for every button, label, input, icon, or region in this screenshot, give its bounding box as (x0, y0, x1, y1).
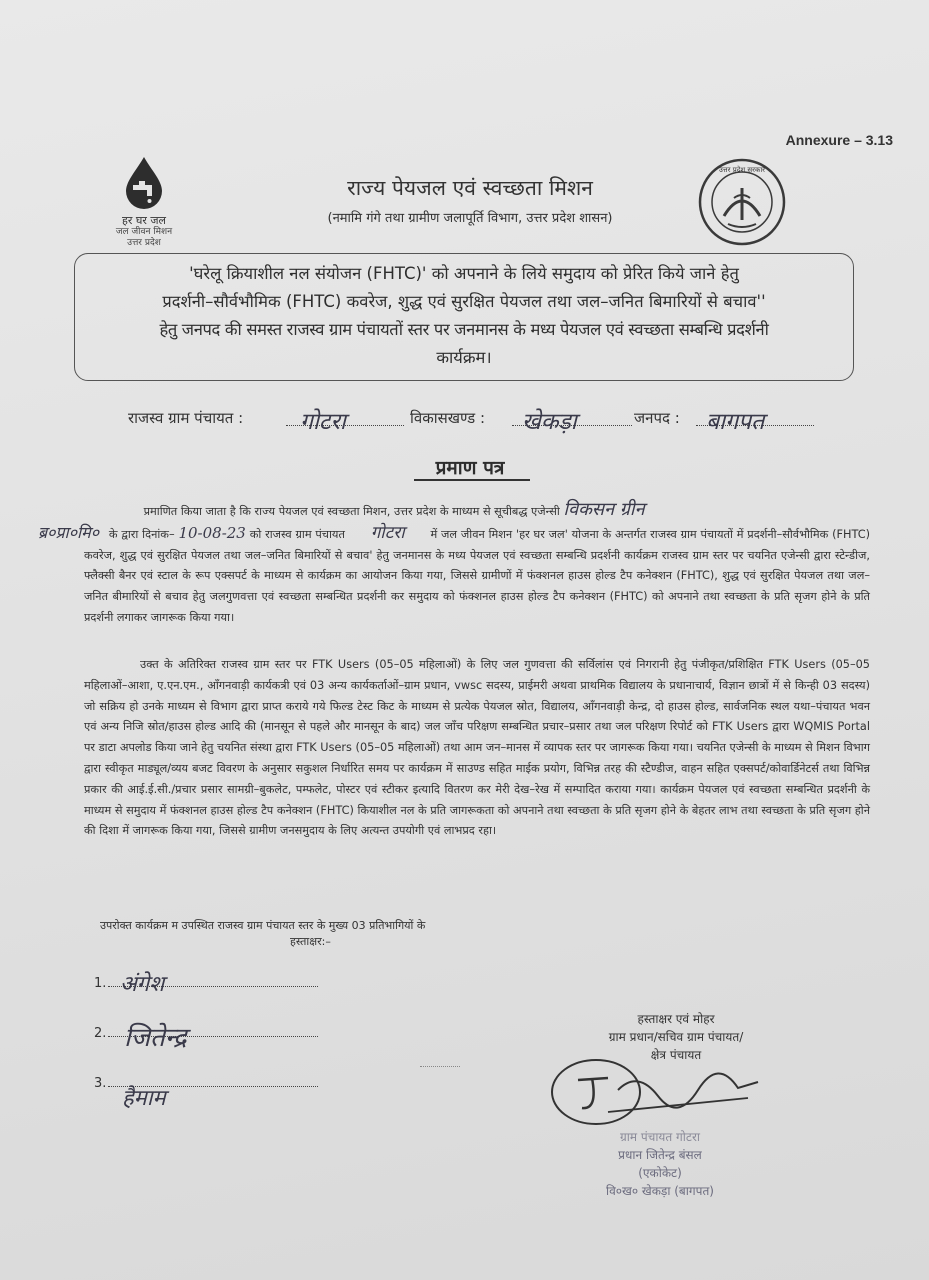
signature-number: 3. (94, 1076, 107, 1091)
program-date: 10-08-23 (178, 523, 246, 542)
participants-note-line1: उपरोक्त कार्यक्रम म उपस्थित राजस्व ग्राम पंचायत स्तर के मुख्य 03 प्रतिभागियों के (100, 919, 426, 932)
pradhan-stamp (560, 1128, 760, 1200)
location-fields (128, 404, 868, 438)
margin-note: ब्र०प्रा०मि० (38, 522, 100, 542)
gram-panchayat-label: राजस्व ग्राम पंचायत : (128, 409, 244, 427)
certificate-paragraph-2 (84, 655, 870, 842)
vikaskhand-value: खेकड़ा (522, 409, 577, 435)
signature-number: 2. (94, 1026, 107, 1041)
participant-signatures (94, 968, 334, 1118)
janpad-label: जनपद : (634, 409, 680, 427)
pradhan-signature (548, 1050, 768, 1130)
box-line-4: कार्यक्रम। (436, 348, 492, 367)
stamp-line2: प्रधान जितेन्द्र बंसल (618, 1148, 702, 1162)
signature-name: हैमाम (122, 1086, 166, 1111)
logo-line2: जल जीवन मिशन (115, 227, 173, 237)
program-box-text (84, 260, 844, 372)
stamp-line1: ग्राम पंचायत गोटरा (620, 1130, 700, 1144)
signature-item-1 (94, 968, 334, 1018)
para2-text: उक्त के अतिरिक्त राजस्व ग्राम स्तर पर FTK Users (05–05 महिलाओं) के लिए जल गुणवत्ता की सर्विलांस एवं निगरानी हेतु पंजीकृत/प्रशिक्षित FTK Users (05–05 महिलाओं–आशा, ए.एन.एम., आँगनवाड़ी कार्यकत्री एवं 03 अन्य कार्यकर्ताओं–ग्राम प्रधान, vwsc सदस्य, प्राईमरी अथवा प्राथमिक विद्यालय के प्रधानाचार्य, विज्ञान छात्रों में से किन्ही 03 सदस्य) जो सक्रिय हो उनके माध्यम से विभाग द्वारा प्राप्त कराये गये फिल्ड टेस्ट किट के माध्यम से प्रत्येक पेयजल स्रोत, विद्यालय, आँगनवाड़ी केन्द्र, दो हाउस होल्ड, सार्वजनिक स्थल यथा–पंचायत भवन एवं अन्य निजि स्रोत/हाउस होल्ड आदि की (मानसून से पहले और मानसून के बाद) जल जाँच परिक्षण सम्बन्धित प्रचार–प्रसार तथा जल परिक्षण रिपोर्ट को FTK Users द्वारा WQMIS Portal पर डाटा अपलोड किया जाने हेतु चयनित संस्था द्वारा FTK Users (05–05 महिलाओं) तथा आम जन–मानस में व्यापक स्तर पर जागरूक किया गया। चयनित एजेन्सी के माध्यम से मिशन विभाग द्वारा स्वीकृत माड्यूल/व्यय बजट विवरण के अनुसार सकुशल निर्धारित समय पर कार्यक्रम में साउण्ड सहित माईक प्रयोग, विभिन्न तरह की स्टैण्डीज, वाहन सहित एक्सपर्ट/कोवार्डिनेटर्स तथा विभिन्न प्रकार की आई.ई.सी./प्रचार प्रसार सामग्री–बुकलेट, पम्फलेट, पोस्टर एवं स्टीकर इत्यादि वितरण कर मेरी देख–रेख में सम्पादित कराया गया। कार्यक्रम पेयजल एवं स्वच्छता सम्बन्धित प्रदर्शनी के माध्यम से समुदाय में फंक्शनल हाउस होल्ड टैप कनेक्शन (FHTC) कियाशील नल के प्रति जागरूकता को अपनाने तथा स्वच्छता के प्रति सृजग होने के बेहतर लाभ तथा स्वच्छता के प्रति सृजग होने की दिशा में जागरूक किया गया, जिससे ग्रामीण जनसमुदाय के लिए अत्यन्त उपयोगी एवं लाभप्रद रहा। (84, 658, 871, 838)
certificate-title-underline (414, 479, 530, 481)
signature-name: जितेन्द्र (124, 1023, 187, 1053)
org-title: राज्य पेयजल एवं स्वच्छता मिशन (347, 176, 593, 200)
participants-note (100, 918, 560, 950)
gram-panchayat-value: गोटरा (300, 409, 346, 435)
signature-item-3 (94, 1068, 334, 1118)
para1-text-c: को राजस्व ग्राम पंचायत (249, 527, 345, 541)
annexure-label: Annexure – 3.13 (785, 132, 893, 148)
janpad-value: बागपत (706, 409, 765, 435)
blank-dotted-line (420, 1066, 460, 1067)
stamp-line4: वि०ख० खेकड़ा (बागपत) (605, 1184, 714, 1198)
logo-line1: हर घर जल (122, 214, 166, 227)
box-line-2: प्रदर्शनी–सौर्वभौमिक (FHTC) कवरेज, शुद्ध एवं सुरक्षित पेयजल तथा जल–जनित बिमारियों से बचाव'' (162, 292, 766, 311)
vikaskhand-label: विकासखण्ड : (410, 409, 486, 427)
water-drop-tap-icon (120, 155, 168, 211)
certificate-title: प्रमाण पत्र (435, 457, 505, 479)
participants-note-line2: हस्ताक्षर:– (290, 935, 331, 948)
village-name: गोटरा (370, 522, 405, 543)
agency-name: विकसन ग्रीन (563, 499, 645, 520)
box-line-3: हेतु जनपद की समस्त राजस्व ग्राम पंचायतों स्तर पर जनमानस के मध्य पेयजल एवं स्वच्छता सम्बन्धि प्रदर्शनी (159, 320, 769, 339)
box-line-1: 'घरेलू क्रियाशील नल संयोजन (FHTC)' को अपनाने के लिये समुदाय को प्रेरित किये जाने हेतु (189, 264, 739, 283)
emblem-text: उत्तर प्रदेश सरकार (718, 166, 766, 174)
signature-name: अंगेश (120, 972, 165, 997)
signature-item-2 (94, 1018, 334, 1068)
org-subtitle: (नमामि गंगे तथा ग्रामीण जलापूर्ति विभाग, उत्तर प्रदेश शासन) (327, 211, 613, 226)
seal-line1: हस्ताक्षर एवं मोहर (637, 1012, 715, 1026)
para1-text-d: में जल जीवन मिशन 'हर घर जल' योजना के अन्तर्गत राजस्व ग्राम पंचायतों में प्रदर्शनी–सौर्वभौमिक (FHTC) कवरेज, शुद्ध एवं सुरक्षित पेयजल तथा जल–जनित बिमारियों से बचाव' हेतु जनमानस के मध्य पेयजल एवं स्वच्छता सम्बन्धि प्रदर्शनी कार्यक्रम राजस्व ग्राम स्तर पर चयनित एजेन्सी द्वारा स्टेन्डीज, फ्लैक्सी बैनर एवं स्टाल के रूप एक्सपर्ट के माध्यम से कार्यक्रम का आयोजन किया गया, जिससे ग्रामीणों में फंक्शनल हाउस होल्ड टैप कनेक्शन (FHTC), शुद्ध एवं सुरक्षित पेयजल तथा जल–जनित बीमारियों से बचाव हेतु जलगुणवत्ता एवं स्वच्छता सम्बन्धित प्रदर्शनी कर समुदाय को फंक्शनल हाउस होल्ड टैप कनेक्शन (FHTC) को अपनाने तथा स्वच्छता के प्रति सृजग होने के प्रति प्रदर्शनी लगाकर जागरूक किया गया। (84, 527, 871, 624)
seal-line2: ग्राम प्रधान/सचिव ग्राम पंचायत/ (608, 1030, 744, 1044)
certificate-paragraph-1 (38, 499, 871, 629)
seal-line3: क्षेत्र पंचायत (650, 1048, 702, 1062)
stamp-line3: (एकोकेट) (638, 1166, 682, 1180)
para1-text-b: के द्वारा दिनांक– (108, 527, 175, 541)
up-state-emblem-icon (698, 158, 786, 246)
signature-number: 1. (94, 976, 107, 991)
har-ghar-jal-logo (98, 155, 190, 249)
logo-line3: उत्तर प्रदेश (127, 238, 161, 248)
para1-text-a: प्रमाणित किया जाता है कि राज्य पेयजल एवं स्वच्छता मिशन, उत्तर प्रदेश के माध्यम से सूचीबद्ध एजेन्सी (143, 505, 560, 518)
